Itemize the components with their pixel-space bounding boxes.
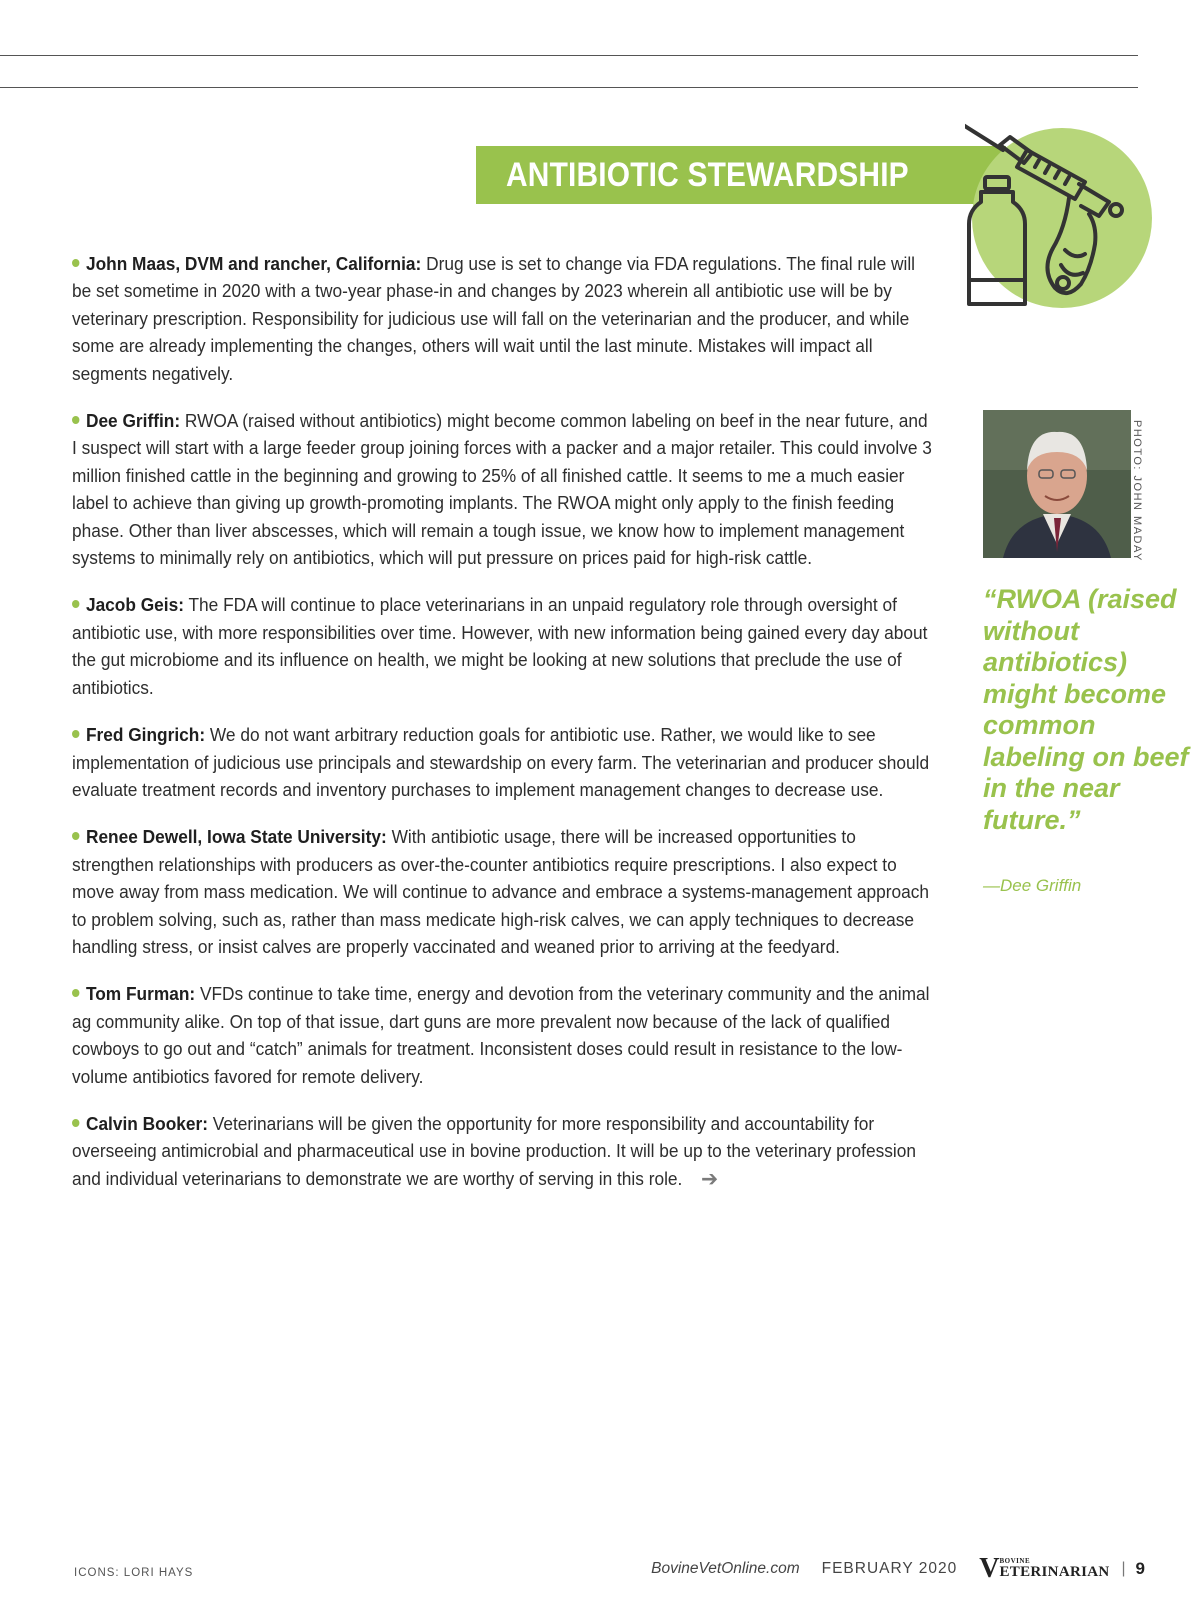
dee-griffin-photo <box>983 410 1131 558</box>
section-title: ANTIBIOTIC STEWARDSHIP <box>506 156 909 194</box>
icons-credit: ICONS: LORI HAYS <box>74 1567 194 1579</box>
comment-text: Veterinarians will be given the opportunity for more responsibility and accountability for overseeing antimicrobial and pharmaceutical use in bovine production. It will be up to the veterinary profession and individual veterinarians to demonstrate we are worthy of serving in this role. <box>72 1112 916 1189</box>
bullet-icon <box>72 989 79 997</box>
page-footer <box>651 1553 1145 1584</box>
bullet-icon <box>72 1119 79 1127</box>
comment-jacob-geis <box>72 591 932 701</box>
pull-quote-attribution: —Dee Griffin <box>983 876 1082 895</box>
speaker-name: Renee Dewell, Iowa State University: <box>85 826 387 848</box>
photo-credit: PHOTO: JOHN MADAY <box>1131 420 1143 562</box>
comment-text: RWOA (raised without antibiotics) might become common labeling on beef in the near future, and I suspect will start with a large feeder group joining forces with a packer and a major retailer. This could involve 3 million finished cattle in the beginning and growing to 25% of all finished cattle. It seems to me a much easier label to achieve than giving up growth-promoting implants. The RWOA might only apply to the finish feeding phase. Other than liver abscesses, which will remain a tough issue, we know how to implement management systems to minimally rely on antibiotics, which will put pressure on prices paid for high-risk cattle. <box>72 410 932 569</box>
speaker-name: John Maas, DVM and rancher, California: <box>85 253 422 274</box>
section-banner <box>476 146 1006 204</box>
comment-renee-dewell <box>72 823 932 960</box>
comment-text: We do not want arbitrary reduction goals for antibiotic use. Rather, we would like to see implementation of judicious use principals and stewardship on every farm. The veterinarian and producer should evaluate treatment records and inventory purchases to implement management changes to decrease use. <box>72 724 930 800</box>
comment-text: VFDs continue to take time, energy and devotion from the veterinary community and the animal ag community alike. On top of that issue, dart guns are more prevalent now because of the lack of qualified cowboys to go out and “catch” animals for treatment. Inconsistent doses could result in resistance to the low-volume antibiotics favored for remote delivery. <box>72 983 930 1087</box>
website-link[interactable]: BovineVetOnline.com <box>651 1560 800 1577</box>
header-rule-bottom <box>0 87 1138 88</box>
bullet-icon <box>72 259 79 267</box>
logo-word: ETERINARIAN <box>999 1564 1110 1580</box>
speaker-name: Dee Griffin: <box>85 410 181 432</box>
page-number: 9 <box>1135 1559 1145 1578</box>
comment-text: With antibiotic usage, there will be increased opportunities to strengthen relationships with producers as over-the-counter antibiotics require prescriptions. I also expect to move away from mass medication. We will continue to advance and embrace a systems-management approach to problem solving, such as, rather than mass medicate high-risk calves, we can apply techniques to decrease handling stress, or insist calves are properly vaccinated and weaned prior to arriving at the feedyard. <box>72 826 930 957</box>
speaker-name: Tom Furman: <box>85 983 196 1005</box>
comment-tom-furman <box>72 980 932 1090</box>
comment-dee-griffin <box>72 407 932 571</box>
footer-separator: | <box>1121 1560 1126 1577</box>
speaker-name: Jacob Geis: <box>85 594 184 616</box>
comment-john-maas <box>72 250 932 387</box>
header-rule-top <box>0 55 1138 56</box>
bovine-veterinarian-logo <box>979 1553 1110 1584</box>
comment-fred-gingrich <box>72 721 932 803</box>
speaker-name: Fred Gingrich: <box>85 724 206 746</box>
pull-quote: “RWOA (raised without antibiotics) might become common labeling on beef in the near future.” <box>983 584 1189 835</box>
syringe-and-bottle-icon <box>965 120 1175 315</box>
comment-calvin-booker <box>72 1110 932 1192</box>
continued-arrow-icon: ➔ <box>700 1165 719 1191</box>
comment-text: The FDA will continue to place veterinarians in an unpaid regulatory role through oversight of antibiotic use, with more responsibilities over time. However, with new information being gained every day about the gut microbiome and its influence on health, we might be looking at new solutions that preclude the use of antibiotics. <box>72 594 928 698</box>
logo-initial: V <box>979 1553 1000 1584</box>
bullet-icon <box>72 416 79 424</box>
bullet-icon <box>72 600 79 608</box>
comment-text: Drug use is set to change via FDA regulations. The final rule will be set sometime in 2020 with a two-year phase-in and changes by 2023 wherein all antibiotic use will be by veterinary prescription. Responsibility for judicious use will fall on the veterinarian and the producer, and while some are already implementing the changes, others will wait until the last minute. Mistakes will impact all segments negatively. <box>72 253 916 384</box>
expert-comments <box>72 250 932 1212</box>
bullet-icon <box>72 832 79 840</box>
bullet-icon <box>72 730 79 738</box>
logo-small-text: BOVINE <box>999 1557 1031 1565</box>
issue-date: FEBRUARY 2020 <box>821 1560 958 1577</box>
speaker-name: Calvin Booker: <box>85 1112 208 1134</box>
